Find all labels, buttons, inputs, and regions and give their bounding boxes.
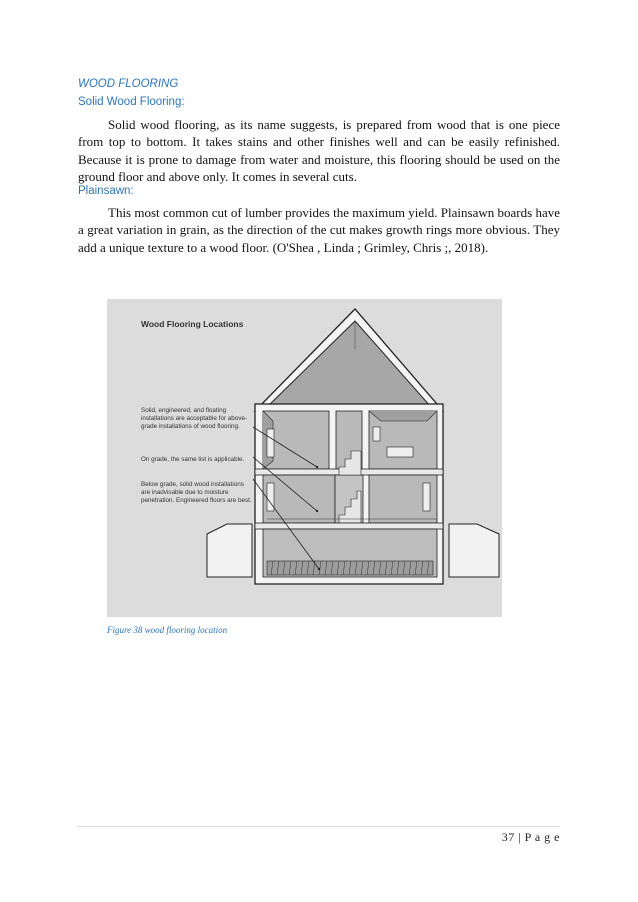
page-number: 37 [501,830,515,844]
note-below-grade: Below grade, solid wood installations are inadvisable due to moisture penetration. Engineered floors are best. [141,481,252,505]
section-title: WOOD FLOORING [78,78,179,90]
figure-caption: Figure 38 wood flooring location [107,625,228,635]
note-on-grade: On grade, the same list is applicable. [141,456,245,463]
footer-divider [78,826,560,827]
paragraph-plainsawn-text: This most common cut of lumber provides the maximum yield. Plainsawn boards have a great variation in grain, as the direction of the cut makes growth rings more obvious. They add a unique texture to a wood floor. (O'Shea , Linda ; Grimley, Chris ;, 2018). [78,205,560,255]
figure-title: Wood Flooring Locations [141,319,244,329]
page-label: | P a g e [518,830,560,844]
note-above-grade: Solid, engineered, and floating installations are acceptable for above-grade installations of wood flooring. [141,407,248,431]
house-cross-section-figure [107,299,502,617]
paragraph-plainsawn [78,204,560,256]
paragraph-solid-wood-text: Solid wood flooring, as its name suggests, is prepared from wood that is one piece from top to bottom. It takes stains and other finishes well and can be easily refinished. Because it is prone to damage from water and moisture, this flooring should be used on the ground floor and above only. It comes in several cuts. [78,117,560,184]
subheading-plainsawn: Plainsawn: [78,185,134,197]
paragraph-solid-wood [78,116,560,185]
page-footer [502,830,560,845]
subheading-solid-wood: Solid Wood Flooring: [78,96,185,108]
